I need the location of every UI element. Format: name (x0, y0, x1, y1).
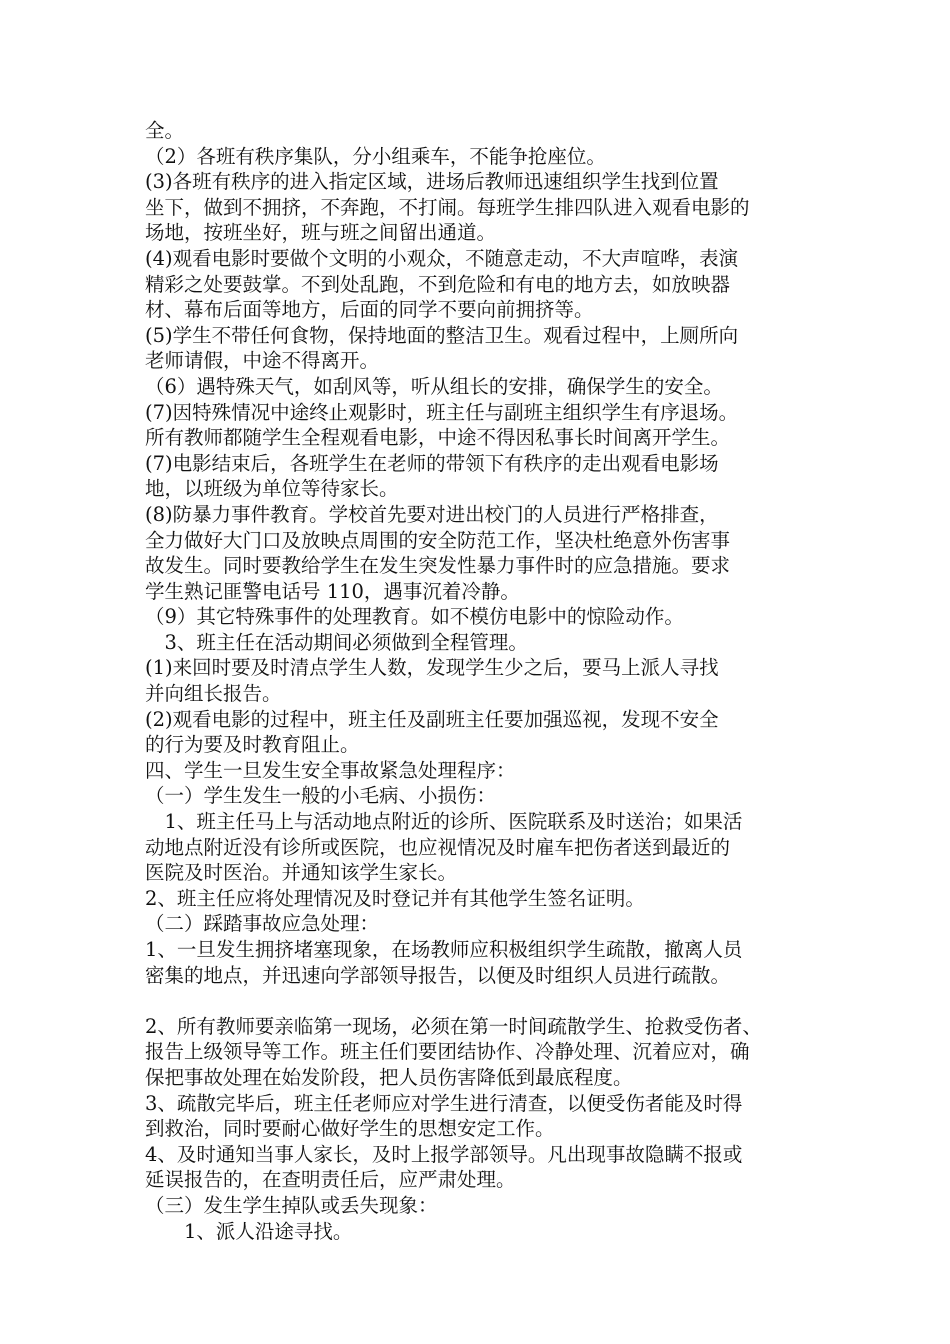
text-line: （6）遇特殊天气，如刮风等，听从组长的安排，确保学生的安全。 (145, 374, 723, 398)
text-line: 老师请假，中途不得离开。 (145, 349, 380, 373)
text-line: (7)因特殊情况中途终止观影时，班主任与副班主组织学生有序退场。 (145, 400, 739, 424)
text-line: 2、所有教师要亲临第一现场，必须在第一时间疏散学生、抢救受伤者、 (145, 1014, 762, 1038)
text-line: (7)电影结束后，各班学生在老师的带领下有秩序的走出观看电影场 (145, 451, 719, 475)
text-line: 四、学生一旦发生安全事故紧急处理程序： (145, 758, 516, 782)
text-line: （二）踩踏事故应急处理： (145, 912, 380, 936)
text-line: (4)观看电影时要做个文明的小观众，不随意走动，不大声喧哗，表演 (145, 246, 739, 270)
text-line: 学生熟记匪警电话号 110，遇事沉着冷静。 (145, 579, 520, 603)
text-line: 地，以班级为单位等待家长。 (145, 477, 399, 501)
text-line: 3、班主任在活动期间必须做到全程管理。 (145, 630, 528, 654)
text-line: 延误报告的，在查明责任后，应严肃处理。 (145, 1168, 516, 1192)
text-line: 2、班主任应将处理情况及时登记并有其他学生签名证明。 (145, 886, 645, 910)
text-line: (2)观看电影的过程中，班主任及副班主任要加强巡视，发现不安全 (145, 707, 719, 731)
text-line: 动地点附近没有诊所或医院，也应视情况及时雇车把伤者送到最近的 (145, 835, 731, 859)
text-line: 密集的地点，并迅速向学部领导报告，以便及时组织人员进行疏散。 (145, 963, 731, 987)
text-line: (1)来回时要及时清点学生人数，发现学生少之后，要马上派人寻找 (145, 656, 719, 680)
text-line: 坐下，做到不拥挤，不奔跑，不打闹。每班学生排四队进入观看电影的 (145, 195, 750, 219)
text-line: 4、及时通知当事人家长，及时上报学部领导。凡出现事故隐瞒不报或 (145, 1142, 743, 1166)
text-line: 全力做好大门口及放映点周围的安全防范工作，坚决杜绝意外伤害事 (145, 528, 731, 552)
text-line: 1、班主任马上与活动地点附近的诊所、医院联系及时送治；如果活 (145, 810, 743, 834)
text-line: (3)各班有秩序的进入指定区域，进场后教师迅速组织学生找到位置 (145, 170, 719, 194)
text-line: （2）各班有秩序集队，分小组乘车，不能争抢座位。 (145, 144, 606, 168)
text-line: 所有教师都随学生全程观看电影，中途不得因私事长时间离开学生。 (145, 426, 731, 450)
text-line: 故发生。同时要教给学生在发生突发性暴力事件时的应急措施。要求 (145, 554, 731, 578)
blank-line (145, 988, 815, 1014)
text-line: 3、疏散完毕后，班主任老师应对学生进行清查，以便受伤者能及时得 (145, 1091, 743, 1115)
text-line: 医院及时医治。并通知该学生家长。 (145, 861, 458, 885)
text-line: （9）其它特殊事件的处理教育。如不模仿电影中的惊险动作。 (145, 605, 684, 629)
text-line: 场地，按班坐好，班与班之间留出通道。 (145, 221, 497, 245)
text-line: (5)学生不带任何食物，保持地面的整洁卫生。观看过程中，上厕所向 (145, 323, 739, 347)
text-line: 精彩之处要鼓掌。不到处乱跑，不到危险和有电的地方去，如放映器 (145, 272, 731, 296)
text-line: 保把事故处理在始发阶段，把人员伤害降低到最底程度。 (145, 1065, 633, 1089)
text-line: 1、派人沿途寻找。 (145, 1219, 353, 1243)
text-line: 并向组长报告。 (145, 682, 282, 706)
text-line: (8)防暴力事件教育。学校首先要对进出校门的人员进行严格排查， (145, 502, 719, 526)
text-line: 的行为要及时教育阻止。 (145, 733, 360, 757)
text-line: 全。 (145, 119, 185, 142)
text-line: 报告上级领导等工作。班主任们要团结协作、冷静处理、沉着应对，确 (145, 1040, 750, 1064)
text-line: 材、幕布后面等地方，后面的同学不要向前拥挤等。 (145, 298, 594, 322)
text-line: （一）学生发生一般的小毛病、小损伤： (145, 784, 497, 808)
text-line: 到救治，同时要耐心做好学生的思想安定工作。 (145, 1117, 555, 1141)
text-line: （三）发生学生掉队或丢失现象： (145, 1193, 438, 1217)
document-page (145, 118, 815, 1244)
text-line: 1、一旦发生拥挤堵塞现象，在场教师应积极组织学生疏散，撤离人员 (145, 938, 743, 961)
